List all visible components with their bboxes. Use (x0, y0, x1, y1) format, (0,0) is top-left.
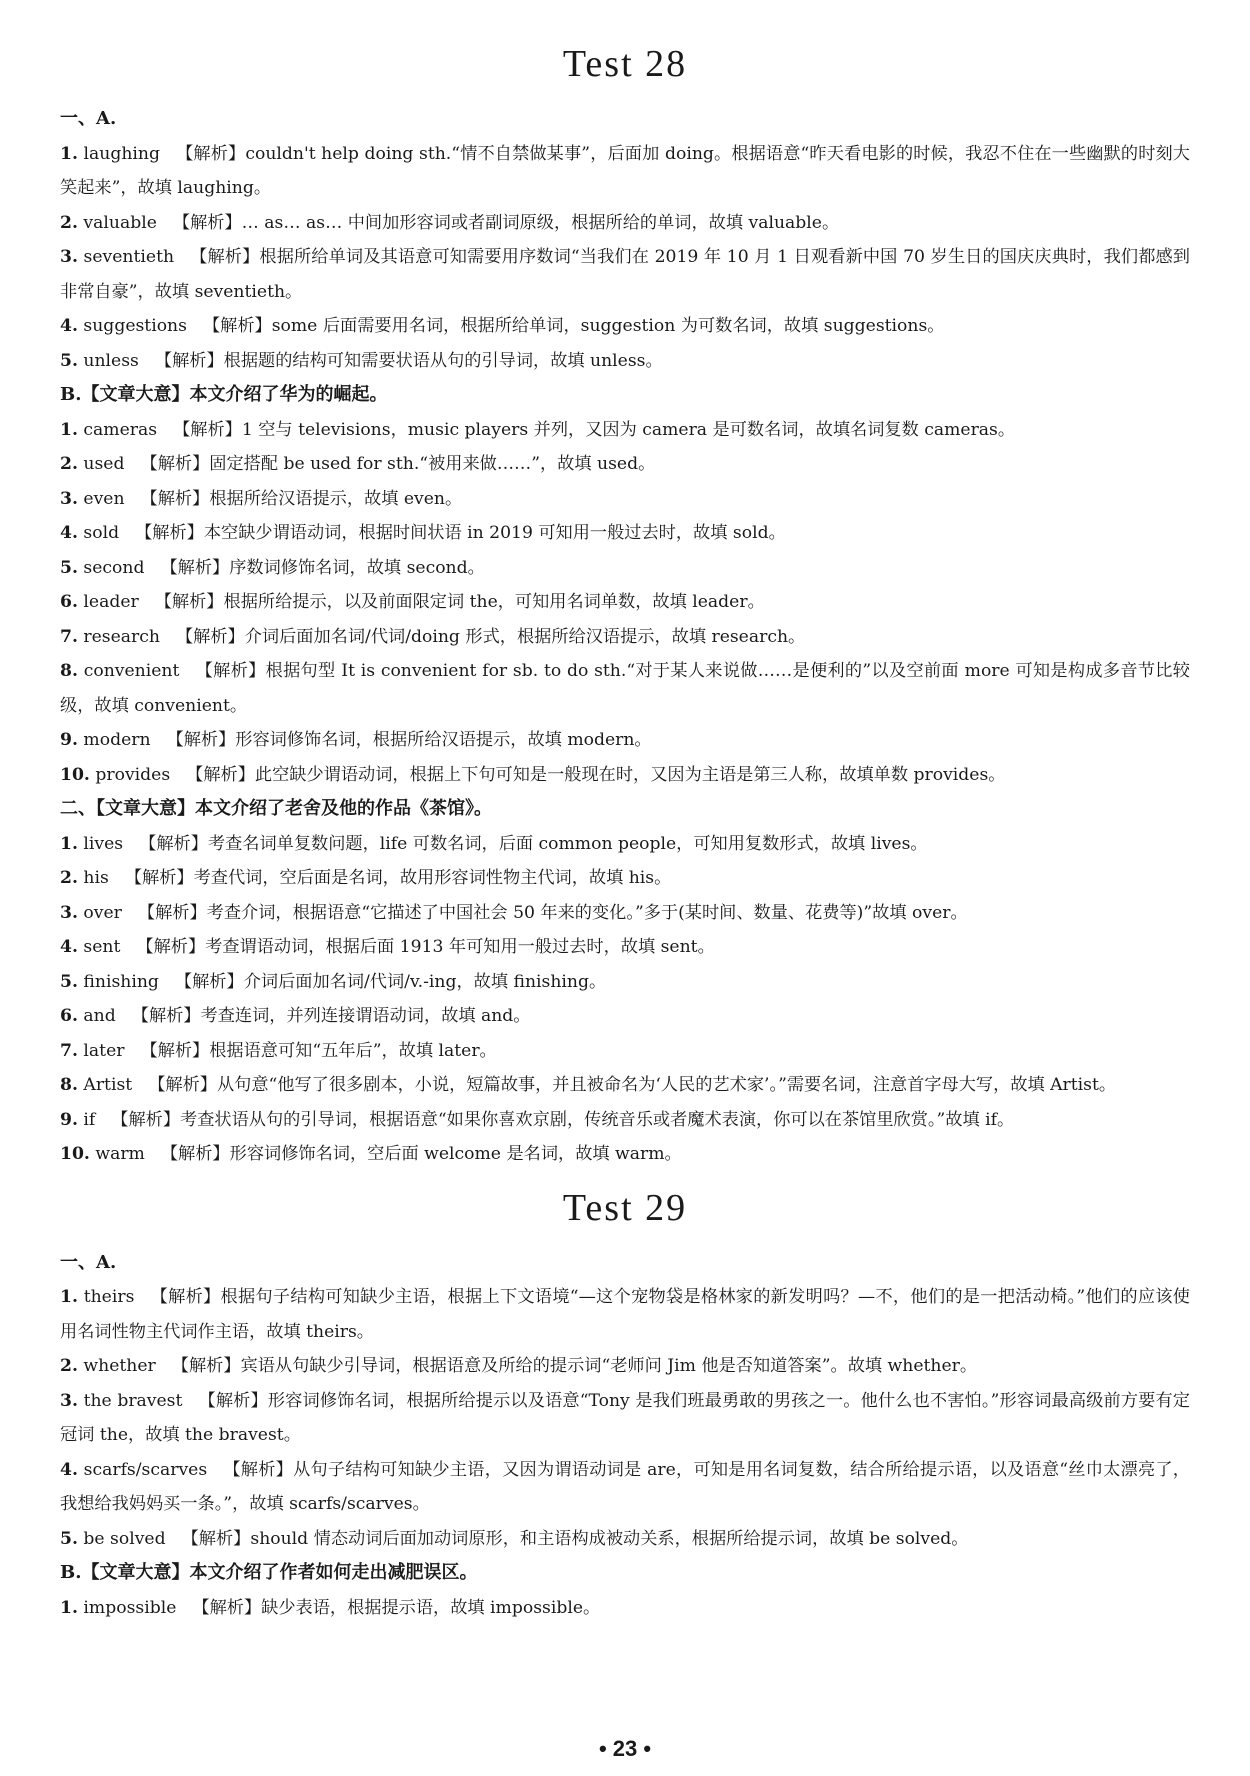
answer-word: valuable (83, 212, 157, 233)
analysis-text: couldn't help doing sth.“情不自禁做某事”，后面加 doing。根据语意“昨天看电影的时候，我忍不住在一些幽默的时刻大笑起来”，故填 laughing。 (60, 143, 1190, 198)
answer-number: 7. (60, 626, 78, 647)
analysis-text: should 情态动词后面加动词原形，和主语构成被动关系，根据所给提示词，故填 be solved。 (250, 1528, 969, 1549)
analysis-text: 考查代词，空后面是名词，故用形容词性物主代词，故填 his。 (193, 868, 672, 888)
analysis-text: 根据所给汉语提示，故填 even。 (209, 488, 463, 509)
analysis-tag: 【解析】 (140, 488, 210, 509)
analysis-text: 根据所给提示，以及前面限定词 the，可知用名词单数，故填 leader。 (223, 592, 765, 612)
analysis-tag: 【解析】 (160, 1144, 230, 1164)
answer-word: warm (95, 1144, 145, 1164)
answer-number: 7. (60, 1040, 78, 1061)
answer-number: 6. (60, 592, 78, 612)
answer-word: even (83, 488, 125, 509)
analysis-text: 从句意“他写了很多剧本，小说，短篇故事，并且被命名为‘人民的艺术家’。”需要名词，注意首字母大写，故填 Artist。 (216, 1075, 1117, 1095)
answer-number: 5. (60, 1528, 78, 1549)
analysis-tag: 【解析】 (136, 937, 206, 957)
analysis-tag: 【解析】 (140, 454, 210, 474)
answer-item (60, 585, 1190, 620)
answer-item (60, 620, 1190, 655)
answer-item (60, 240, 1190, 309)
page-number: • 23 • (598, 1736, 652, 1761)
analysis-text: 考查介词，根据语意“它描述了中国社会 50 年来的变化。”多于(某时间、数量、花费等)”故填 over。 (206, 902, 968, 923)
analysis-text: … as… as… 中间加形容词或者副词原级，根据所给的单词，故填 valuable。 (241, 212, 840, 233)
analysis-tag: 【解析】 (202, 316, 272, 336)
analysis-text: 宾语从句缺少引导词，根据语意及所给的提示词“老师问 Jim 他是否知道答案”。故填 whether。 (240, 1356, 978, 1376)
answer-number: 4. (60, 937, 78, 957)
analysis-text: 形容词修饰名词，根据所给提示以及语意“Tony 是我们班最勇敢的男孩之一。他什么也不害怕。”形容词最高级前方要有定冠词 the，故填 the bravest。 (60, 1390, 1190, 1445)
test-28-section-b-list (60, 413, 1190, 793)
answer-word: suggestions (83, 316, 187, 336)
answer-word: sold (83, 523, 120, 543)
answer-item (60, 1522, 1190, 1557)
analysis-text: 根据语意可知“五年后”，故填 later。 (209, 1040, 497, 1061)
answer-item (60, 1591, 1190, 1626)
test-28-section-a-head: 一、A. (60, 108, 117, 129)
analysis-text: 形容词修饰名词，根据所给汉语提示，故填 modern。 (235, 730, 652, 750)
answer-item (60, 723, 1190, 758)
analysis-tag: 【解析】 (154, 592, 224, 612)
analysis-tag: 【解析】 (135, 523, 204, 543)
answer-item (60, 309, 1190, 344)
answer-word: sent (83, 937, 121, 957)
test-29-section-b-head: B.【文章大意】本文介绍了作者如何走出减肥误区。 (60, 1562, 478, 1583)
analysis-tag: 【解析】 (198, 1390, 268, 1411)
analysis-text: 根据句型 It is convenient for sb. to do sth.“对于某人来说做……是便利的”以及空前面 more 可知是构成多音节比较级，故填 convenient。 (60, 661, 1190, 716)
answer-item (60, 827, 1190, 862)
answer-word: if (83, 1109, 96, 1130)
analysis-text: 考查谓语动词，根据后面 1913 年可知用一般过去时，故填 sent。 (205, 937, 715, 957)
answer-word: scarfs/scarves (83, 1459, 208, 1480)
answer-number: 2. (60, 868, 78, 888)
answer-item (60, 758, 1190, 793)
answer-word: unless (83, 350, 139, 371)
analysis-tag: 【解析】 (176, 143, 246, 164)
answer-item (60, 1384, 1190, 1453)
analysis-tag: 【解析】 (166, 730, 236, 750)
analysis-tag: 【解析】 (172, 212, 242, 233)
answer-item (60, 930, 1190, 965)
analysis-tag: 【解析】 (139, 833, 208, 854)
answer-item (60, 1103, 1190, 1138)
analysis-text: 此空缺少谓语动词，根据上下句可知是一般现在时，又因为主语是第三人称，故填单数 provides。 (254, 764, 1006, 785)
analysis-tag: 【解析】 (181, 1528, 251, 1549)
answer-item (60, 999, 1190, 1034)
answer-item (60, 1137, 1190, 1172)
analysis-tag: 【解析】 (192, 1597, 262, 1618)
analysis-text: 考查名词单复数问题，life 可数名词，后面 common people，可知用复数形式，故填 lives。 (207, 833, 928, 854)
answer-word: theirs (83, 1287, 135, 1307)
answer-number: 1. (60, 143, 78, 164)
test-28-section-2-list (60, 827, 1190, 1172)
answer-item (60, 447, 1190, 482)
answer-number: 6. (60, 1006, 78, 1026)
answer-item (60, 551, 1190, 586)
answer-word: second (83, 557, 145, 578)
answer-item (60, 1349, 1190, 1384)
test-29-section-a-head: 一、A. (60, 1251, 117, 1273)
test-29-section-a-list (60, 1280, 1190, 1556)
test-28-section-a-list (60, 137, 1190, 379)
analysis-tag: 【解析】 (186, 764, 255, 785)
answer-number: 3. (60, 488, 78, 509)
answer-number: 2. (60, 1356, 78, 1376)
answer-number: 2. (60, 454, 78, 474)
answer-number: 8. (60, 661, 78, 681)
analysis-text: 形容词修饰名词，空后面 welcome 是名词，故填 warm。 (229, 1144, 682, 1164)
answer-number: 4. (60, 1459, 78, 1480)
answer-number: 9. (60, 730, 78, 750)
answer-item (60, 1034, 1190, 1069)
analysis-tag: 【解析】 (154, 350, 224, 371)
answer-word: lives (83, 833, 124, 854)
answer-word: research (83, 626, 160, 647)
answer-item (60, 1453, 1190, 1522)
analysis-text: 1 空与 televisions，music players 并列，又因为 camera 是可数名词，故填名词复数 cameras。 (241, 419, 1016, 440)
answer-word: modern (83, 730, 151, 750)
answer-item (60, 861, 1190, 896)
analysis-tag: 【解析】 (148, 1075, 217, 1095)
answer-word: finishing (83, 971, 159, 992)
answer-number: 1. (60, 833, 78, 854)
answer-number: 5. (60, 350, 78, 371)
analysis-tag: 【解析】 (131, 1006, 201, 1026)
answer-word: and (83, 1006, 116, 1026)
analysis-tag: 【解析】 (195, 661, 266, 681)
answer-number: 5. (60, 971, 78, 992)
answer-word: convenient (83, 661, 180, 681)
answer-item (60, 896, 1190, 931)
analysis-tag: 【解析】 (171, 1356, 241, 1376)
answer-item (60, 206, 1190, 241)
analysis-text: 考查状语从句的引导词，根据语意“如果你喜欢京剧，传统音乐或者魔术表演，你可以在茶馆里欣赏。”故填 if。 (180, 1109, 1015, 1130)
test-28-title: Test 28 (562, 43, 688, 85)
answer-item (60, 344, 1190, 379)
test-29-title: Test 29 (562, 1186, 688, 1229)
answer-number: 3. (60, 902, 78, 923)
analysis-text: 固定搭配 be used for sth.“被用来做……”，故填 used。 (209, 454, 656, 474)
answer-item (60, 413, 1190, 448)
answer-word: be solved (83, 1528, 166, 1549)
analysis-text: 介词后面加名词/代词/v.-ing，故填 finishing。 (243, 971, 607, 992)
analysis-text: some 后面需要用名词，根据所给单词，suggestion 为可数名词，故填 suggestions。 (271, 316, 945, 336)
answer-item (60, 137, 1190, 206)
answer-word: cameras (83, 419, 158, 440)
analysis-tag: 【解析】 (124, 868, 194, 888)
analysis-tag: 【解析】 (111, 1109, 181, 1130)
analysis-tag: 【解析】 (174, 971, 244, 992)
analysis-tag: 【解析】 (173, 419, 242, 440)
answer-number: 10. (60, 764, 90, 785)
analysis-tag: 【解析】 (140, 1040, 210, 1061)
answer-word: whether (83, 1356, 156, 1376)
answer-number: 9. (60, 1109, 78, 1130)
answer-number: 2. (60, 212, 78, 233)
answer-number: 3. (60, 247, 78, 267)
answer-item (60, 516, 1190, 551)
answer-number: 1. (60, 419, 78, 440)
answer-word: over (83, 902, 122, 923)
analysis-tag: 【解析】 (175, 626, 245, 647)
analysis-text: 本空缺少谓语动词，根据时间状语 in 2019 可知用一般过去时，故填 sold。 (203, 523, 786, 543)
analysis-tag: 【解析】 (223, 1459, 294, 1480)
answer-number: 10. (60, 1144, 90, 1164)
test-28-section-2-head: 二、【文章大意】本文介绍了老舍及他的作品《茶馆》。 (60, 798, 492, 819)
test-29-section-b-list (60, 1591, 1190, 1626)
answer-number: 3. (60, 1390, 78, 1411)
analysis-text: 根据句子结构可知缺少主语，根据上下文语境“—这个宠物袋是格林家的新发明吗？—不，他们的是一把活动椅。”他们的应该使用名词性物主代词作主语，故填 theirs。 (60, 1287, 1190, 1342)
analysis-tag: 【解析】 (150, 1287, 221, 1307)
analysis-text: 缺少表语，根据提示语，故填 impossible。 (261, 1597, 601, 1618)
analysis-tag: 【解析】 (137, 902, 207, 923)
answer-number: 1. (60, 1597, 78, 1618)
answer-number: 8. (60, 1075, 78, 1095)
answer-word: laughing (83, 143, 161, 164)
answer-item (60, 482, 1190, 517)
analysis-text: 考查连词，并列连接谓语动词，故填 and。 (200, 1006, 531, 1026)
answer-word: seventieth (83, 247, 175, 267)
answer-number: 4. (60, 523, 78, 543)
answer-word: leader (83, 592, 139, 612)
test-28-section-b-head: B.【文章大意】本文介绍了华为的崛起。 (60, 384, 388, 405)
analysis-text: 从句子结构可知缺少主语，又因为谓语动词是 are，可知是用名词复数，结合所给提示语，以及语意“丝巾太漂亮了，我想给我妈妈买一条。”，故填 scarfs/scarves。 (60, 1459, 1190, 1514)
answer-word: used (83, 454, 125, 474)
answer-word: his (83, 868, 109, 888)
answer-number: 1. (60, 1287, 78, 1307)
answer-word: impossible (83, 1597, 177, 1618)
analysis-text: 序数词修饰名词，故填 second。 (229, 557, 485, 578)
analysis-tag: 【解析】 (190, 247, 260, 267)
answer-word: provides (95, 764, 171, 785)
answer-item (60, 1280, 1190, 1349)
analysis-text: 根据所给单词及其语意可知需要用序数词“当我们在 2019 年 10 月 1 日观看新中国 70 岁生日的国庆庆典时，我们都感到非常自豪”，故填 seventieth。 (60, 247, 1190, 302)
answer-word: the bravest (83, 1390, 183, 1411)
answer-word: later (83, 1040, 125, 1061)
answer-item (60, 965, 1190, 1000)
analysis-text: 根据题的结构可知需要状语从句的引导词，故填 unless。 (223, 350, 663, 371)
answer-item (60, 1068, 1190, 1103)
analysis-tag: 【解析】 (160, 557, 230, 578)
answer-number: 5. (60, 557, 78, 578)
answer-item (60, 654, 1190, 723)
answer-word: Artist (83, 1075, 133, 1095)
answer-number: 4. (60, 316, 78, 336)
answer-key-page (60, 28, 1190, 1625)
analysis-text: 介词后面加名词/代词/doing 形式，根据所给汉语提示，故填 research。 (244, 626, 806, 647)
